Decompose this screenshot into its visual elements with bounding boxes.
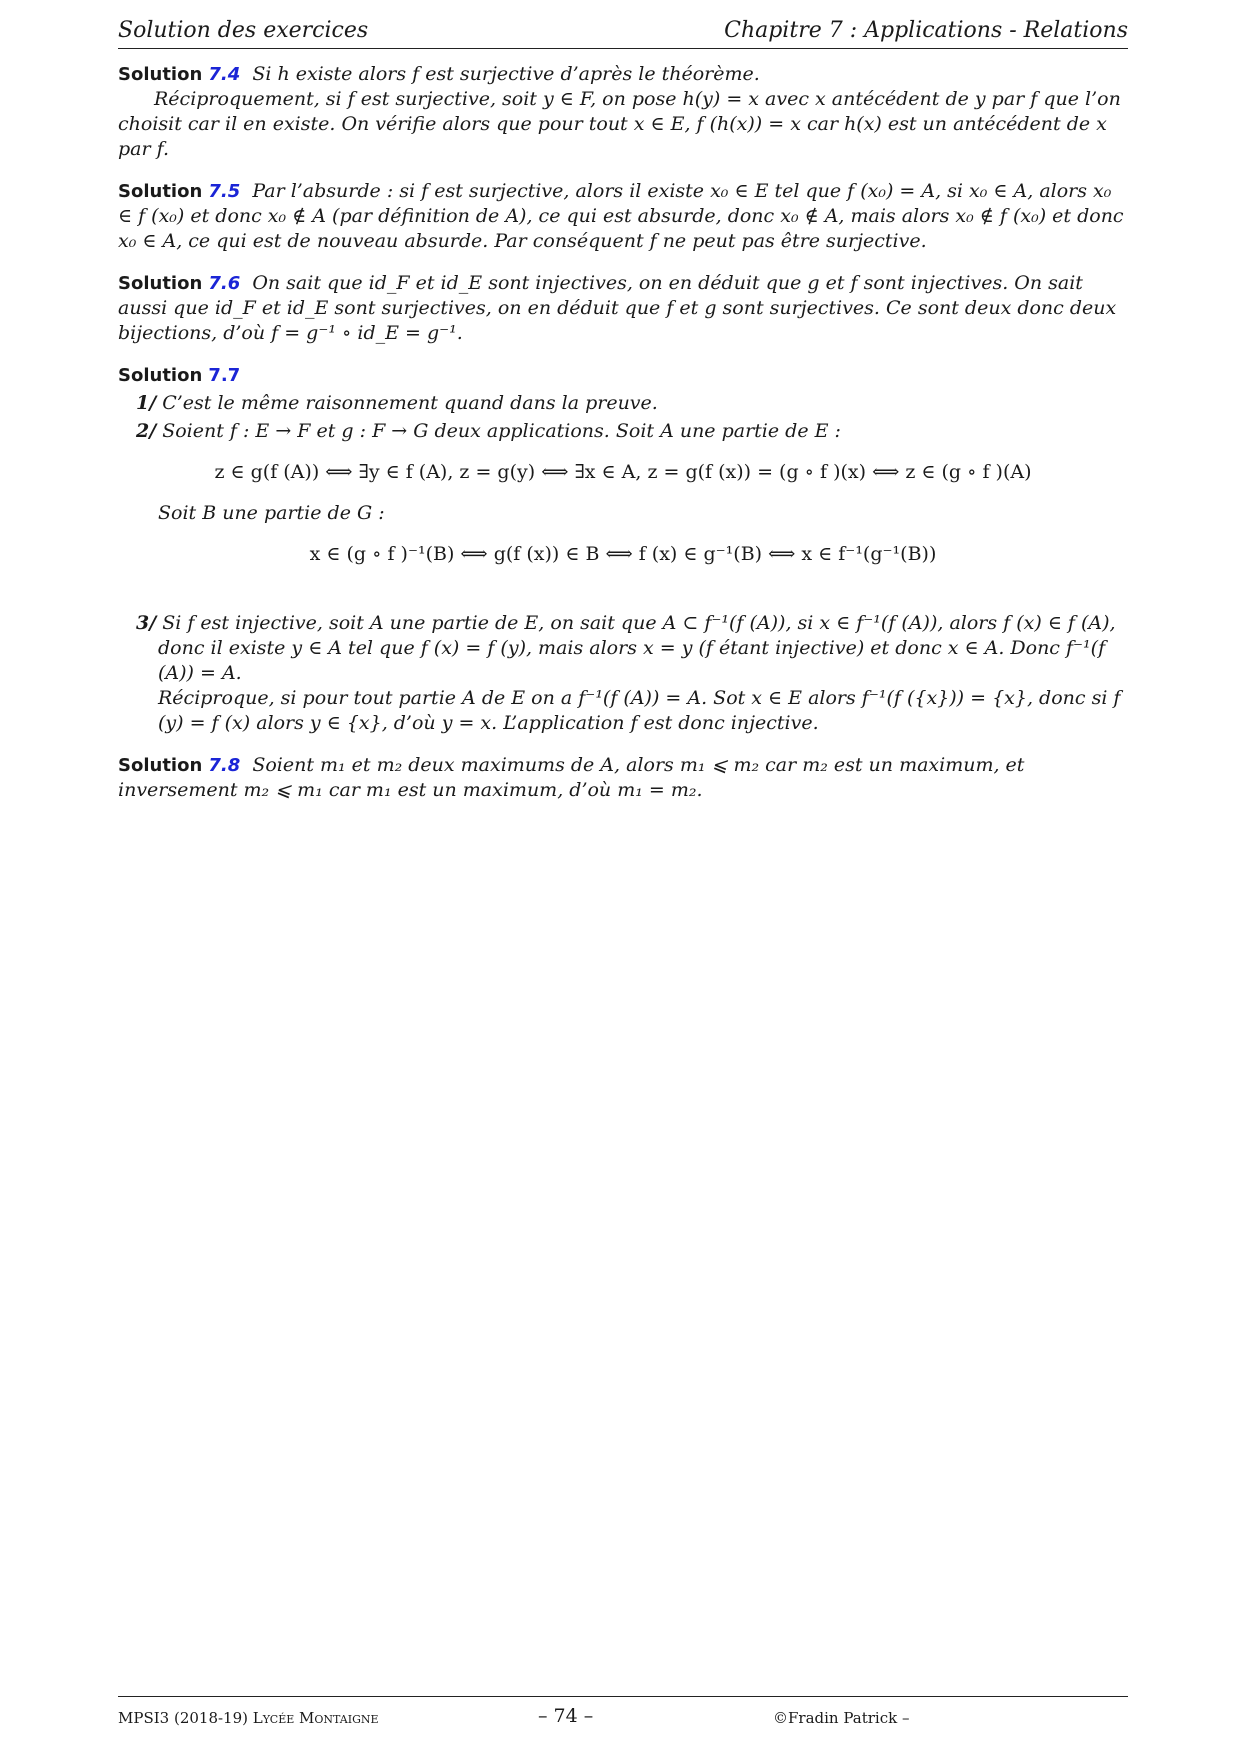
item-number: 1/ [136,392,157,414]
exercise-link-7-8[interactable]: 7.8 [208,755,241,776]
solution-7-4-converse: Réciproquement, si f est surjective, soit y ∈ F, on pose h(y) = x avec x antécédent de y par f que l’on choisit car il en existe. On vérifie alors que pour tout x ∈ E, f (h(x)) = x car h(x) est un antécédent de x par f. [118,88,1121,160]
exercise-link-7-7[interactable]: 7.7 [208,365,241,386]
item-2-text: Soient f : E → F et g : F → G deux applications. Soit A une partie de E : [162,420,841,442]
solution-7-7-item-2 [136,419,1128,444]
item-1-text: C’est le même raisonnement quand dans la preuve. [162,392,658,414]
solution-label: Solution [118,365,203,386]
exercise-link-7-5[interactable]: 7.5 [208,181,241,202]
solution-label: Solution [118,181,203,202]
item-3-text: Si f est injective, soit A une partie de E, on sait que A ⊂ f⁻¹(f (A)), si x ∈ f⁻¹(f (A)), alors f (x) ∈ f (A), donc il existe y ∈ A tel que f (x) = f (y), mais alors x = y (f étant injective) et donc x ∈ A. Donc f⁻¹(f (A)) = A. [158,612,1116,684]
solution-7-7-heading [118,363,1128,388]
header-chapter-title: Chapitre 7 : Applications - Relations [724,18,1128,43]
document-page [118,0,1128,1754]
solution-7-5-text: Par l’absurde : si f est surjective, alors il existe x₀ ∈ E tel que f (x₀) = A, si x₀ ∈ A, alors x₀ ∈ f (x₀) et donc x₀ ∉ A (par définition de A), ce qui est absurde, donc x₀ ∉ A, mais alors x₀ ∉ f (x₀) et donc x₀ ∈ A, ce qui est de nouveau absurde. Par conséquent f ne peut pas être surjective. [118,180,1124,252]
header-section-title: Solution des exercices [118,18,369,43]
running-footer [118,1696,1128,1727]
solution-7-8-text: Soient m₁ et m₂ deux maximums de A, alors m₁ ⩽ m₂ car m₂ est un maximum, et inversement m₂ ⩽ m₁ car m₁ est un maximum, d’où m₁ = m₂. [118,754,1025,801]
page-number: – 74 – [538,1705,594,1727]
solution-7-4-first-paragraph [118,62,1128,87]
running-header [118,18,1128,49]
solution-7-4 [118,62,1128,162]
solution-7-7 [118,363,1128,736]
solution-7-7-item-3 [136,611,1128,686]
solution-label: Solution [118,273,203,294]
solution-7-5-paragraph [118,179,1128,254]
solution-label: Solution [118,64,203,85]
item-number: 3/ [136,612,157,634]
solution-7-5 [118,179,1128,254]
footer-author: ©Fradin Patrick – [773,1709,910,1727]
solution-7-8 [118,753,1128,803]
solution-7-6-paragraph [118,271,1128,346]
solution-7-6 [118,271,1128,346]
exercise-link-7-6[interactable]: 7.6 [208,273,241,294]
solution-7-7-item-2-b: Soit B une partie de G : [158,502,385,524]
equation-image-composition: z ∈ g(f (A)) ⟺ ∃y ∈ f (A), z = g(y) ⟺ ∃x ∈ A, z = g(f (x)) = (g ∘ f )(x) ⟺ z ∈ (g ∘ f )(A) [214,461,1032,483]
solution-label: Solution [118,755,203,776]
solution-7-7-item-1 [136,391,1128,416]
exercise-link-7-4[interactable]: 7.4 [208,64,241,85]
footer-class-info: MPSI3 (2018-19) Lycée Montaigne [118,1709,379,1727]
solution-7-6-text: On sait que id_F et id_E sont injectives, on en déduit que g et f sont injectives. On sait aussi que id_F et id_E sont surjectives, on en déduit que f et g sont surjectives. Ce sont deux donc deux bijections, d’où f = g⁻¹ ∘ id_E = g⁻¹. [118,272,1117,344]
item-number: 2/ [136,420,157,442]
solution-7-8-paragraph [118,753,1128,803]
solution-7-4-text: Si h existe alors f est surjective d’après le théorème. [252,63,760,85]
main-content [118,62,1128,820]
equation-preimage-composition: x ∈ (g ∘ f )⁻¹(B) ⟺ g(f (x)) ∈ B ⟺ f (x) ∈ g⁻¹(B) ⟺ x ∈ f⁻¹(g⁻¹(B)) [309,543,937,565]
solution-7-7-item-3-converse: Réciproque, si pour tout partie A de E on a f⁻¹(f (A)) = A. Sot x ∈ E alors f⁻¹(f ({x})) = {x}, donc si f (y) = f (x) alors y ∈ {x}, d’où y = x. L’application f est donc injective. [158,687,1121,734]
